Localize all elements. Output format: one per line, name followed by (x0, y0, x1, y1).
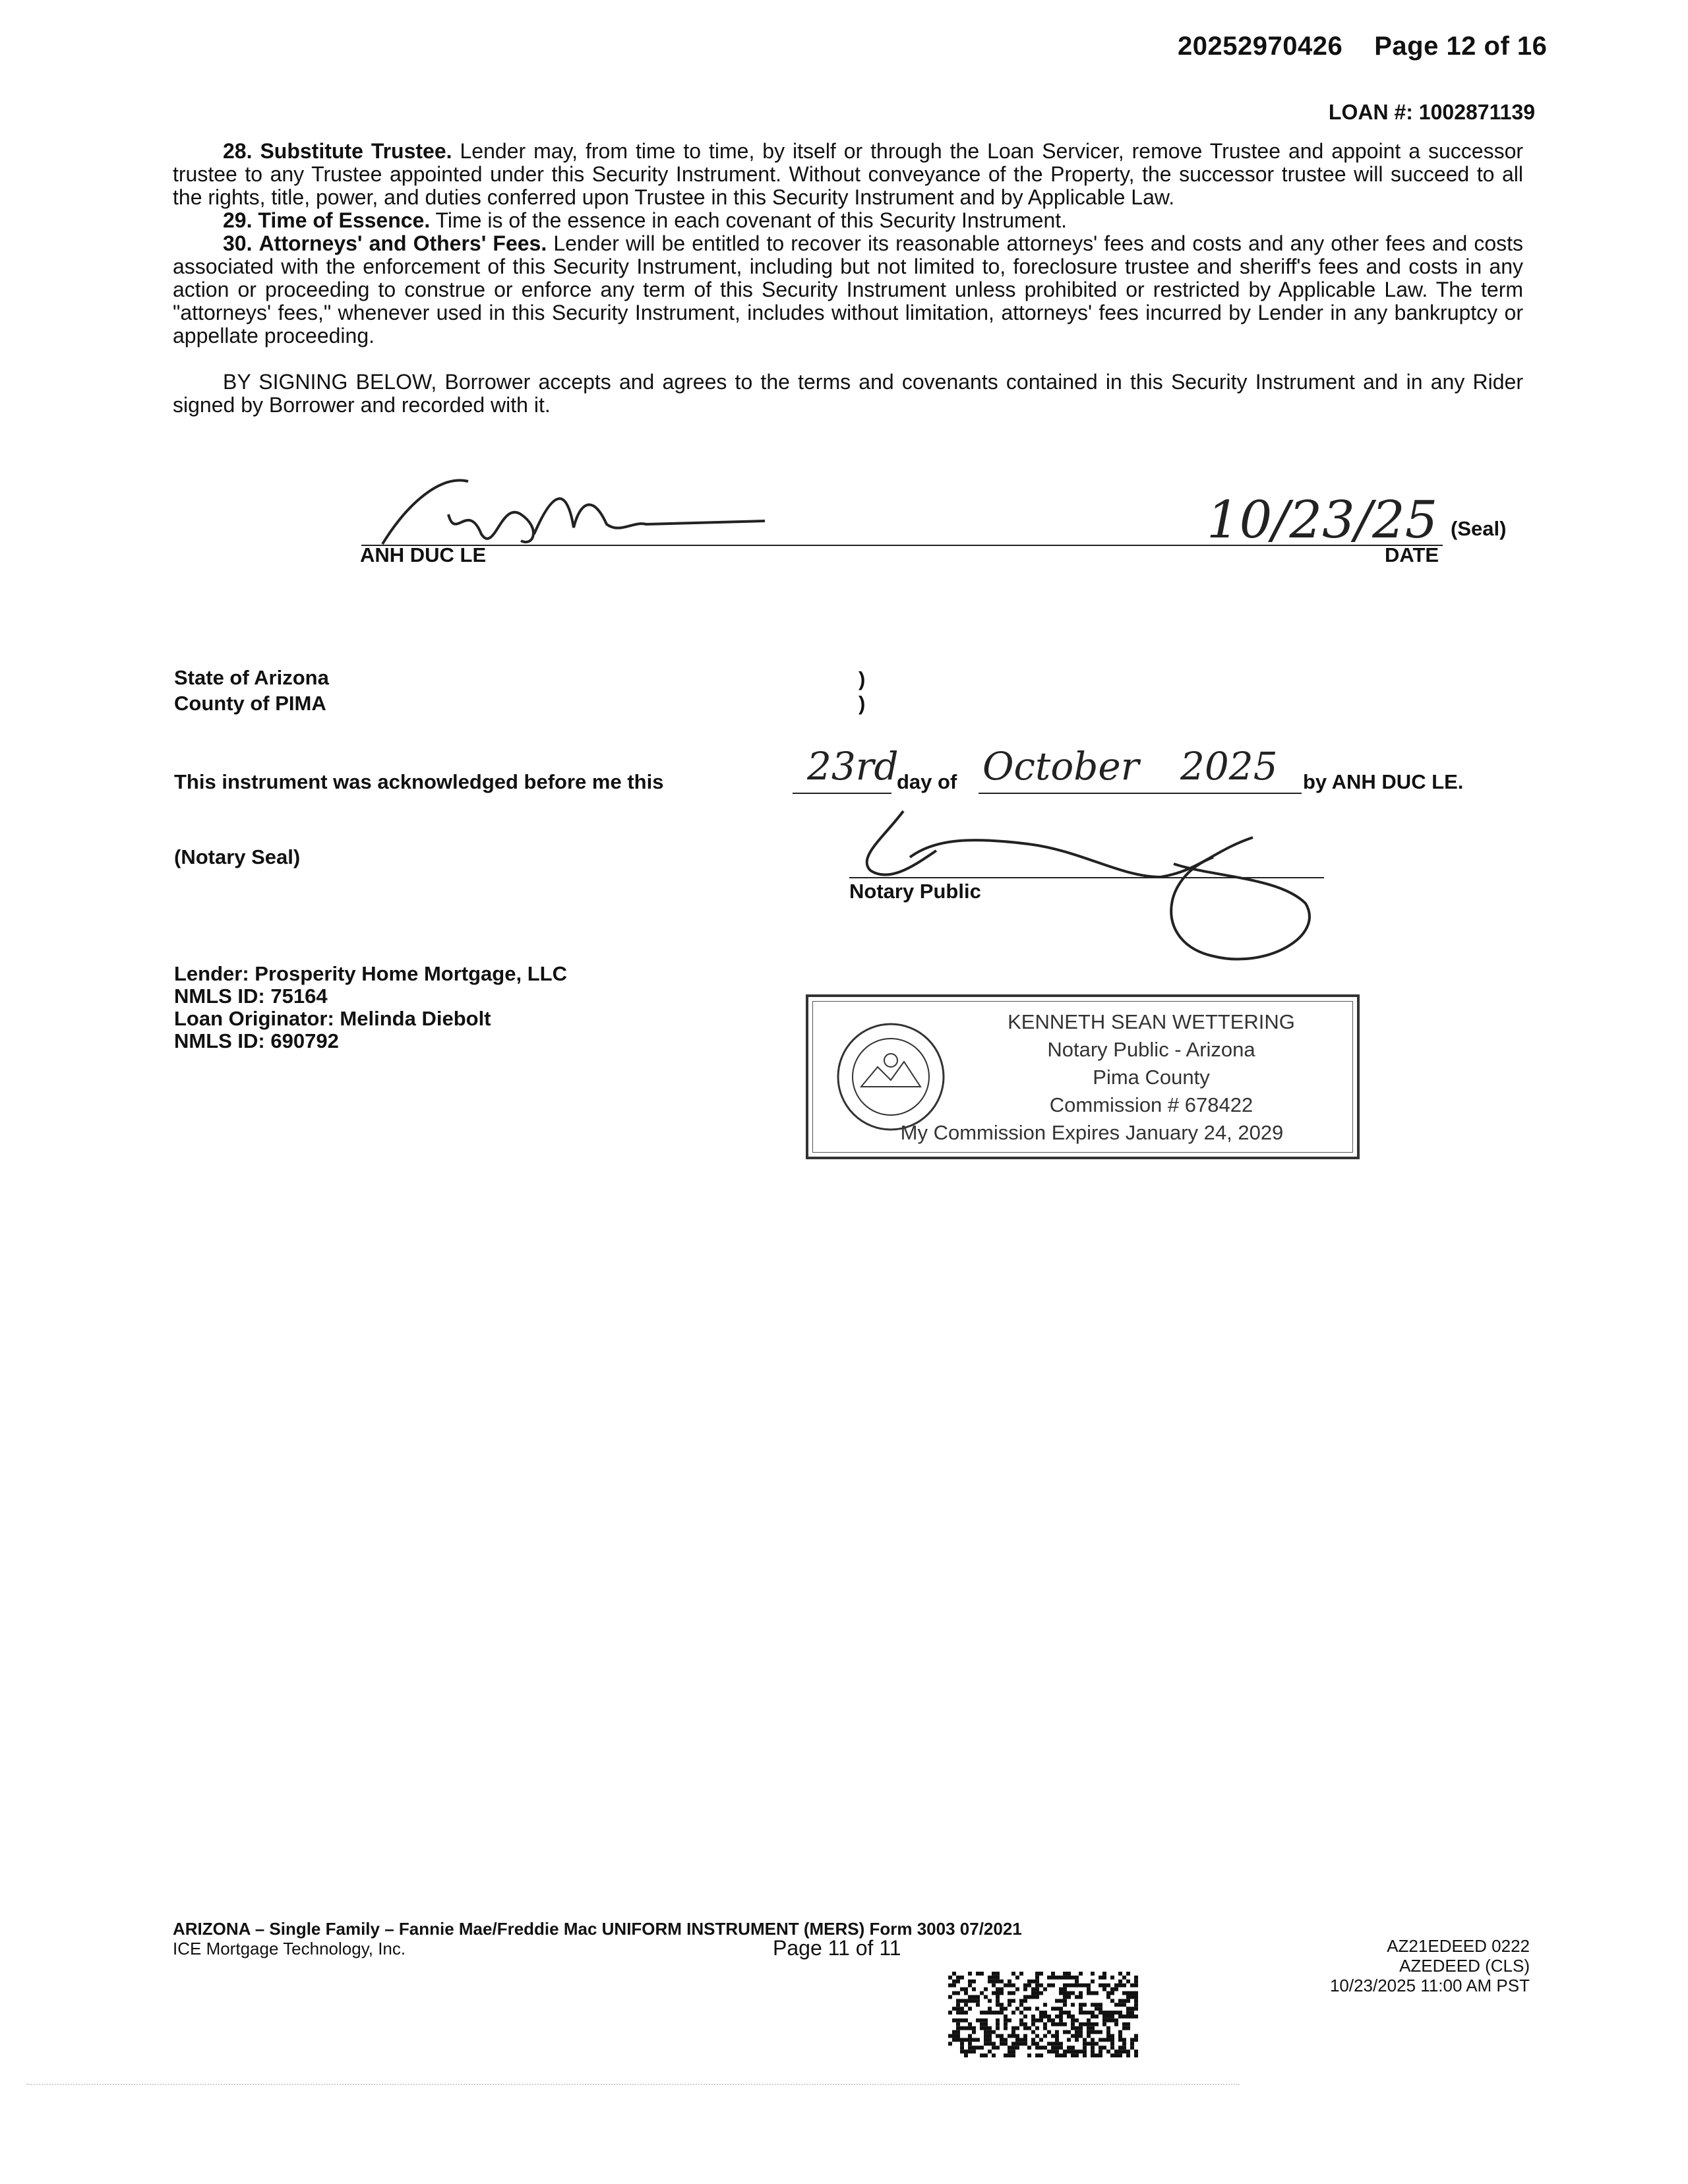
acknowledgment-suffix: by ANH DUC LE. (1303, 770, 1464, 793)
notary-commission: Commission # 678422 (1049, 1093, 1253, 1116)
clause-29 (173, 209, 1523, 232)
state-label: State of Arizona (174, 666, 329, 689)
clauses-section (173, 140, 1523, 417)
clause-number: 28. (223, 139, 253, 163)
handwritten-year: 2025 (1180, 744, 1278, 789)
county-label: County of PIMA (174, 692, 326, 715)
arizona-seal-icon (835, 1021, 947, 1133)
page-of: Page 12 of 16 (1374, 32, 1548, 61)
notary-stamp (806, 994, 1360, 1159)
bottom-dotted-rule (26, 2084, 1240, 2085)
originator-nmls: NMLS ID: 690792 (174, 1029, 339, 1052)
notary-county: Pima County (1093, 1066, 1210, 1089)
handwritten-month: October (982, 744, 1139, 789)
footer-form-line: ARIZONA – Single Family – Fannie Mae/Freddie Mac UNIFORM INSTRUMENT (MERS) Form 3003 07/2021 (173, 1919, 1022, 1939)
borrower-handwritten-date: 10/23/25 (1207, 491, 1438, 550)
notary-expires: My Commission Expires January 24, 2029 (900, 1121, 1284, 1144)
clause-28 (173, 140, 1523, 209)
clause-number: 30. (223, 231, 253, 255)
day-line (793, 793, 891, 794)
clause-30 (173, 232, 1523, 348)
lender-name: Lender: Prosperity Home Mortgage, LLC (174, 962, 567, 985)
loan-number: LOAN #: 1002871139 (1328, 100, 1535, 124)
loan-originator: Loan Originator: Melinda Diebolt (174, 1007, 491, 1030)
footer-vendor: ICE Mortgage Technology, Inc. (173, 1939, 406, 1958)
paren-2: ) (859, 692, 866, 715)
document-header (1178, 32, 1547, 61)
document-number: 20252970426 (1178, 32, 1343, 61)
month-year-line (979, 793, 1302, 794)
footer-code-2: AZEDEED (CLS) (1399, 1956, 1530, 1976)
clause-text: Lender will be entitled to recover its reasonable attorneys' fees and costs and any other fees and costs associated with the enforcement of this Security Instrument, including but not limited to, foreclosure trustee and sheriff's fees and costs in any action or proceeding to construe or enforce any term of this Security Instrument unless prohibited or restricted by Applicable Law. The term "attorneys' fees," whenever used in this Security Instrument, includes without limitation, attorneys' fees incurred by Lender in any bankruptcy or appellate proceeding. (173, 231, 1524, 348)
clause-title: Attorneys' and Others' Fees. (258, 231, 547, 255)
lender-nmls: NMLS ID: 75164 (174, 985, 328, 1008)
footer-code-1: AZ21EDEED 0222 (1387, 1936, 1530, 1956)
2d-barcode-icon (948, 1972, 1138, 2057)
paren-1: ) (859, 667, 866, 690)
acknowledgment-prefix: This instrument was acknowledged before me this (174, 770, 664, 793)
day-of-label: day of (897, 770, 957, 793)
clause-number: 29. (223, 208, 253, 232)
clause-text: Lender may, from time to time, by itself or through the Loan Servicer, remove Trustee and appoint a successor trustee to any Trustee appointed under this Security Instrument. Without conveyance of the Property, the successor trustee will succeed to all the rights, title, power, and duties conferred upon Trustee in this Security Instrument and by Applicable Law. (173, 139, 1524, 209)
footer-codes (1330, 1936, 1530, 1995)
footer-page-number: Page 11 of 11 (773, 1936, 901, 1960)
borrower-signature-scribble (369, 462, 791, 554)
borrower-name-label: ANH DUC LE (360, 543, 487, 566)
clause-text: Time is of the essence in each covenant of this Security Instrument. (435, 208, 1068, 232)
notary-name: KENNETH SEAN WETTERING (1008, 1010, 1295, 1033)
notary-public-label: Notary Public (849, 880, 981, 903)
seal-label: (Seal) (1451, 517, 1507, 540)
signing-statement: BY SIGNING BELOW, Borrower accepts and agrees to the terms and covenants contained in this Security Instrument and in any Rider signed by Borrower and recorded with it. (173, 370, 1523, 417)
date-label: DATE (1385, 543, 1439, 566)
clause-title: Substitute Trustee. (260, 139, 452, 163)
notary-seal-label: (Notary Seal) (174, 845, 301, 868)
notary-signature-line (849, 877, 1324, 878)
lender-info (174, 963, 567, 1052)
notary-title: Notary Public - Arizona (1047, 1038, 1255, 1061)
handwritten-day: 23rd (807, 744, 899, 789)
footer-timestamp: 10/23/2025 11:00 AM PST (1329, 1976, 1530, 1995)
clause-title: Time of Essence. (258, 208, 431, 232)
